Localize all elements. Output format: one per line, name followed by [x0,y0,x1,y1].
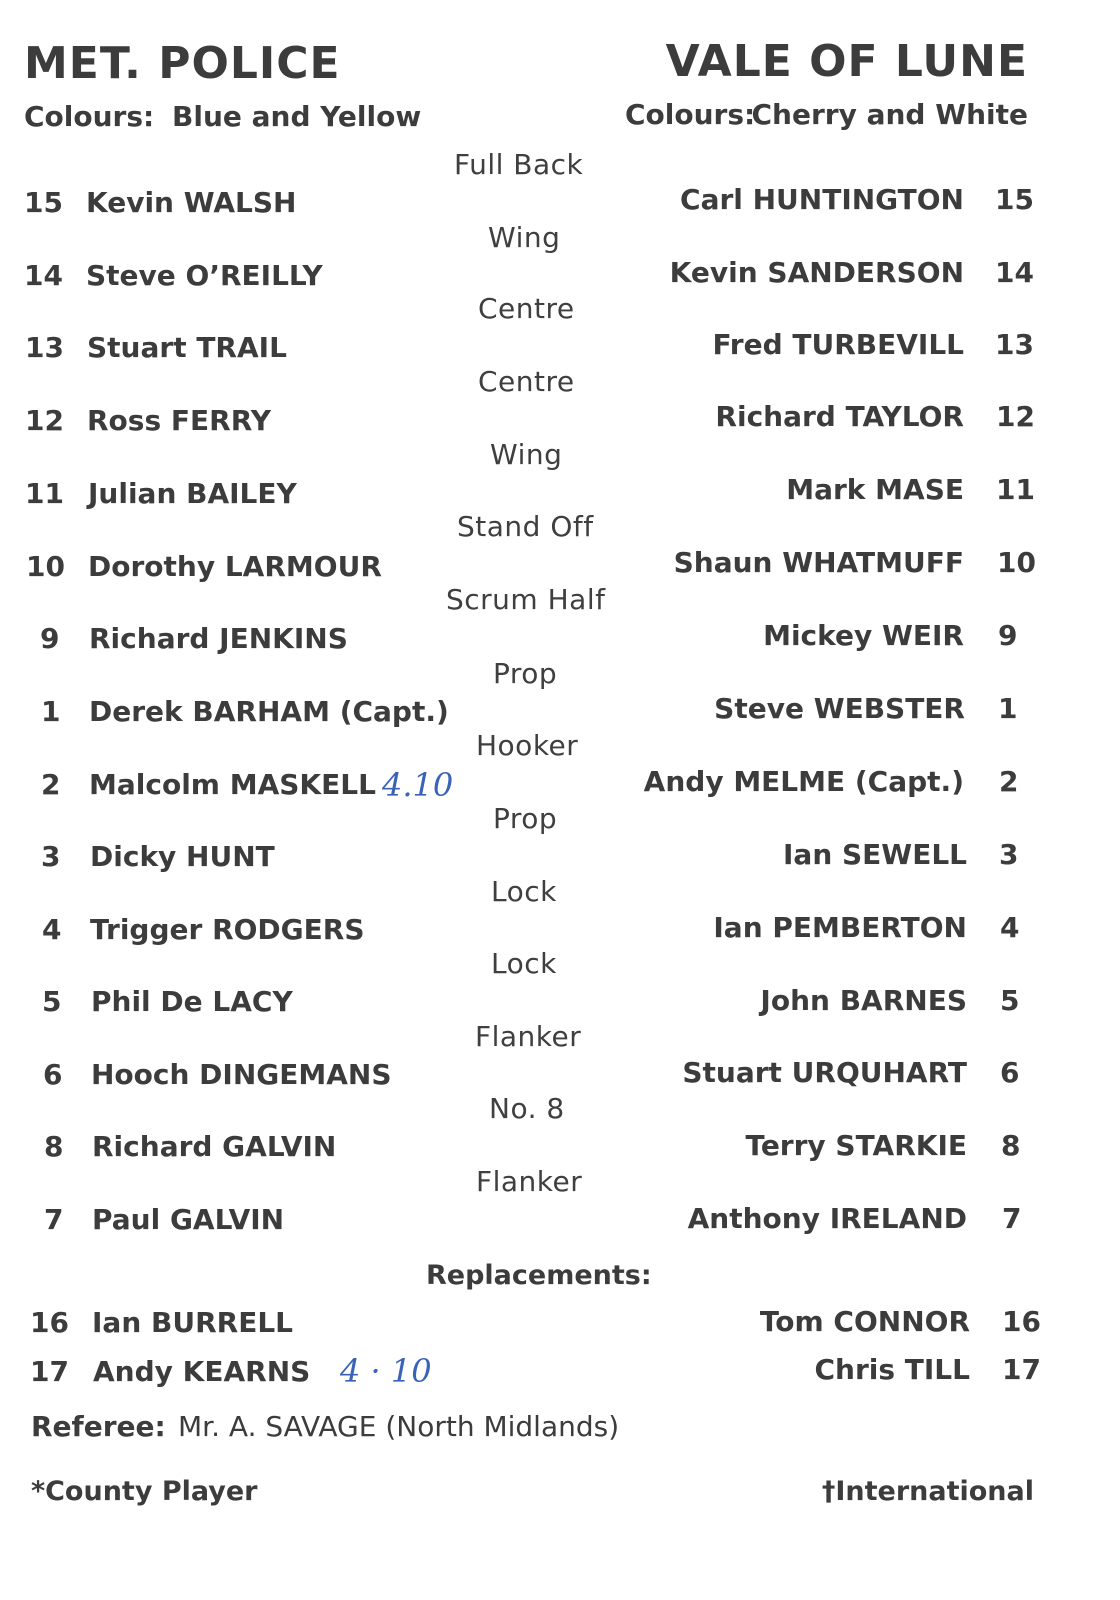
away-player-name: Terry STARKIE [745,1129,967,1162]
home-player-number: 7 [44,1203,64,1236]
home-player-name: Derek BARHAM (Capt.) [89,695,449,728]
home-player-number: 3 [41,840,61,873]
position-label: Prop [493,657,558,690]
away-player-number: 15 [995,183,1034,216]
away-player-name: Richard TAYLOR [715,400,964,433]
home-player-name: Malcolm MASKELL [89,768,376,801]
away-replacement-name: Chris TILL [814,1353,970,1386]
home-player-name: Phil De LACY [91,985,293,1018]
position-label: Hooker [476,729,579,762]
home-player-name: Ross FERRY [87,404,271,437]
home-player-name: Paul GALVIN [92,1203,285,1236]
away-player-name: Stuart URQUHART [682,1056,967,1089]
position-label: Full Back [454,148,584,181]
home-team-name: MET. POLICE [24,38,341,89]
away-player-number: 13 [995,328,1034,361]
home-player-name: Dicky HUNT [90,840,275,873]
away-player-name: John BARNES [760,984,967,1017]
home-player-name: Steve O’REILLY [86,259,323,292]
home-colours-label: Colours: [24,100,155,133]
away-player-name: Mickey WEIR [763,619,964,652]
away-player-number: 7 [1002,1202,1022,1235]
away-replacement-number: 16 [1002,1305,1041,1338]
handwritten-note: 4.10 [382,766,454,804]
home-player-name: Trigger RODGERS [90,913,365,946]
home-player-number: 8 [44,1130,64,1163]
home-replacement-name: Andy KEARNS [93,1355,311,1388]
county-player-note: *County Player [31,1476,258,1507]
home-player-name: Richard JENKINS [89,622,348,655]
position-label: Centre [478,365,575,398]
position-label: Scrum Half [446,583,606,616]
home-player-name: Kevin WALSH [86,186,297,219]
away-player-number: 2 [999,765,1019,798]
away-player-name: Carl HUNTINGTON [680,183,964,216]
home-player-number: 15 [24,186,63,219]
home-replacement-name: Ian BURRELL [92,1306,294,1339]
away-player-number: 4 [1000,911,1020,944]
home-replacement-number: 17 [30,1355,69,1388]
home-player-name: Richard GALVIN [92,1130,337,1163]
home-player-number: 5 [42,985,62,1018]
away-player-name: Kevin SANDERSON [669,256,964,289]
away-team-name: VALE OF LUNE [665,36,1028,87]
home-colours-value: Blue and Yellow [172,100,422,133]
position-label: Flanker [476,1165,583,1198]
home-player-number: 12 [25,404,64,437]
position-label: Centre [478,292,575,325]
home-player-name: Stuart TRAIL [87,331,287,364]
away-player-number: 10 [997,546,1036,579]
away-player-number: 6 [1000,1056,1020,1089]
away-player-name: Steve WEBSTER [714,692,965,725]
home-player-number: 4 [42,913,62,946]
home-player-number: 13 [25,331,64,364]
away-player-name: Mark MASE [786,473,964,506]
away-player-number: 5 [1000,984,1020,1017]
away-player-number: 9 [998,619,1018,652]
away-player-number: 3 [999,838,1019,871]
away-player-name: Shaun WHATMUFF [673,546,964,579]
away-replacement-number: 17 [1002,1353,1041,1386]
position-label: Flanker [475,1020,582,1053]
position-label: Lock [491,875,557,908]
referee-label: Referee: [31,1410,166,1443]
away-player-number: 12 [996,400,1035,433]
away-colours-value: Cherry and White [751,98,1028,131]
home-player-number: 2 [41,768,61,801]
position-label: Prop [493,802,558,835]
away-replacement-name: Tom CONNOR [759,1305,970,1338]
international-note: †International [821,1476,1034,1507]
home-player-number: 6 [43,1058,63,1091]
away-player-number: 1 [998,692,1018,725]
referee-name: Mr. A. SAVAGE (North Midlands) [178,1410,620,1443]
away-player-name: Ian PEMBERTON [713,911,967,944]
home-player-number: 1 [41,695,61,728]
away-player-name: Ian SEWELL [783,838,967,871]
away-player-name: Fred TURBEVILL [712,328,964,361]
home-player-number: 11 [25,477,64,510]
replacements-heading: Replacements: [426,1260,652,1291]
position-label: Stand Off [457,510,594,543]
away-player-number: 11 [996,473,1035,506]
away-player-number: 8 [1001,1129,1021,1162]
home-player-name: Julian BAILEY [88,477,297,510]
position-label: Wing [490,438,563,471]
handwritten-note: 4 · 10 [340,1352,432,1390]
home-player-number: 10 [26,550,65,583]
home-player-name: Dorothy LARMOUR [88,550,382,583]
home-replacement-number: 16 [30,1306,69,1339]
away-player-number: 14 [995,256,1034,289]
position-label: No. 8 [489,1092,565,1125]
away-colours-label: Colours: [625,98,756,131]
home-player-number: 9 [40,622,60,655]
away-player-name: Anthony IRELAND [687,1202,967,1235]
away-player-name: Andy MELME (Capt.) [643,765,964,798]
home-player-name: Hooch DINGEMANS [91,1058,392,1091]
position-label: Wing [488,221,561,254]
home-player-number: 14 [24,259,63,292]
position-label: Lock [491,947,557,980]
